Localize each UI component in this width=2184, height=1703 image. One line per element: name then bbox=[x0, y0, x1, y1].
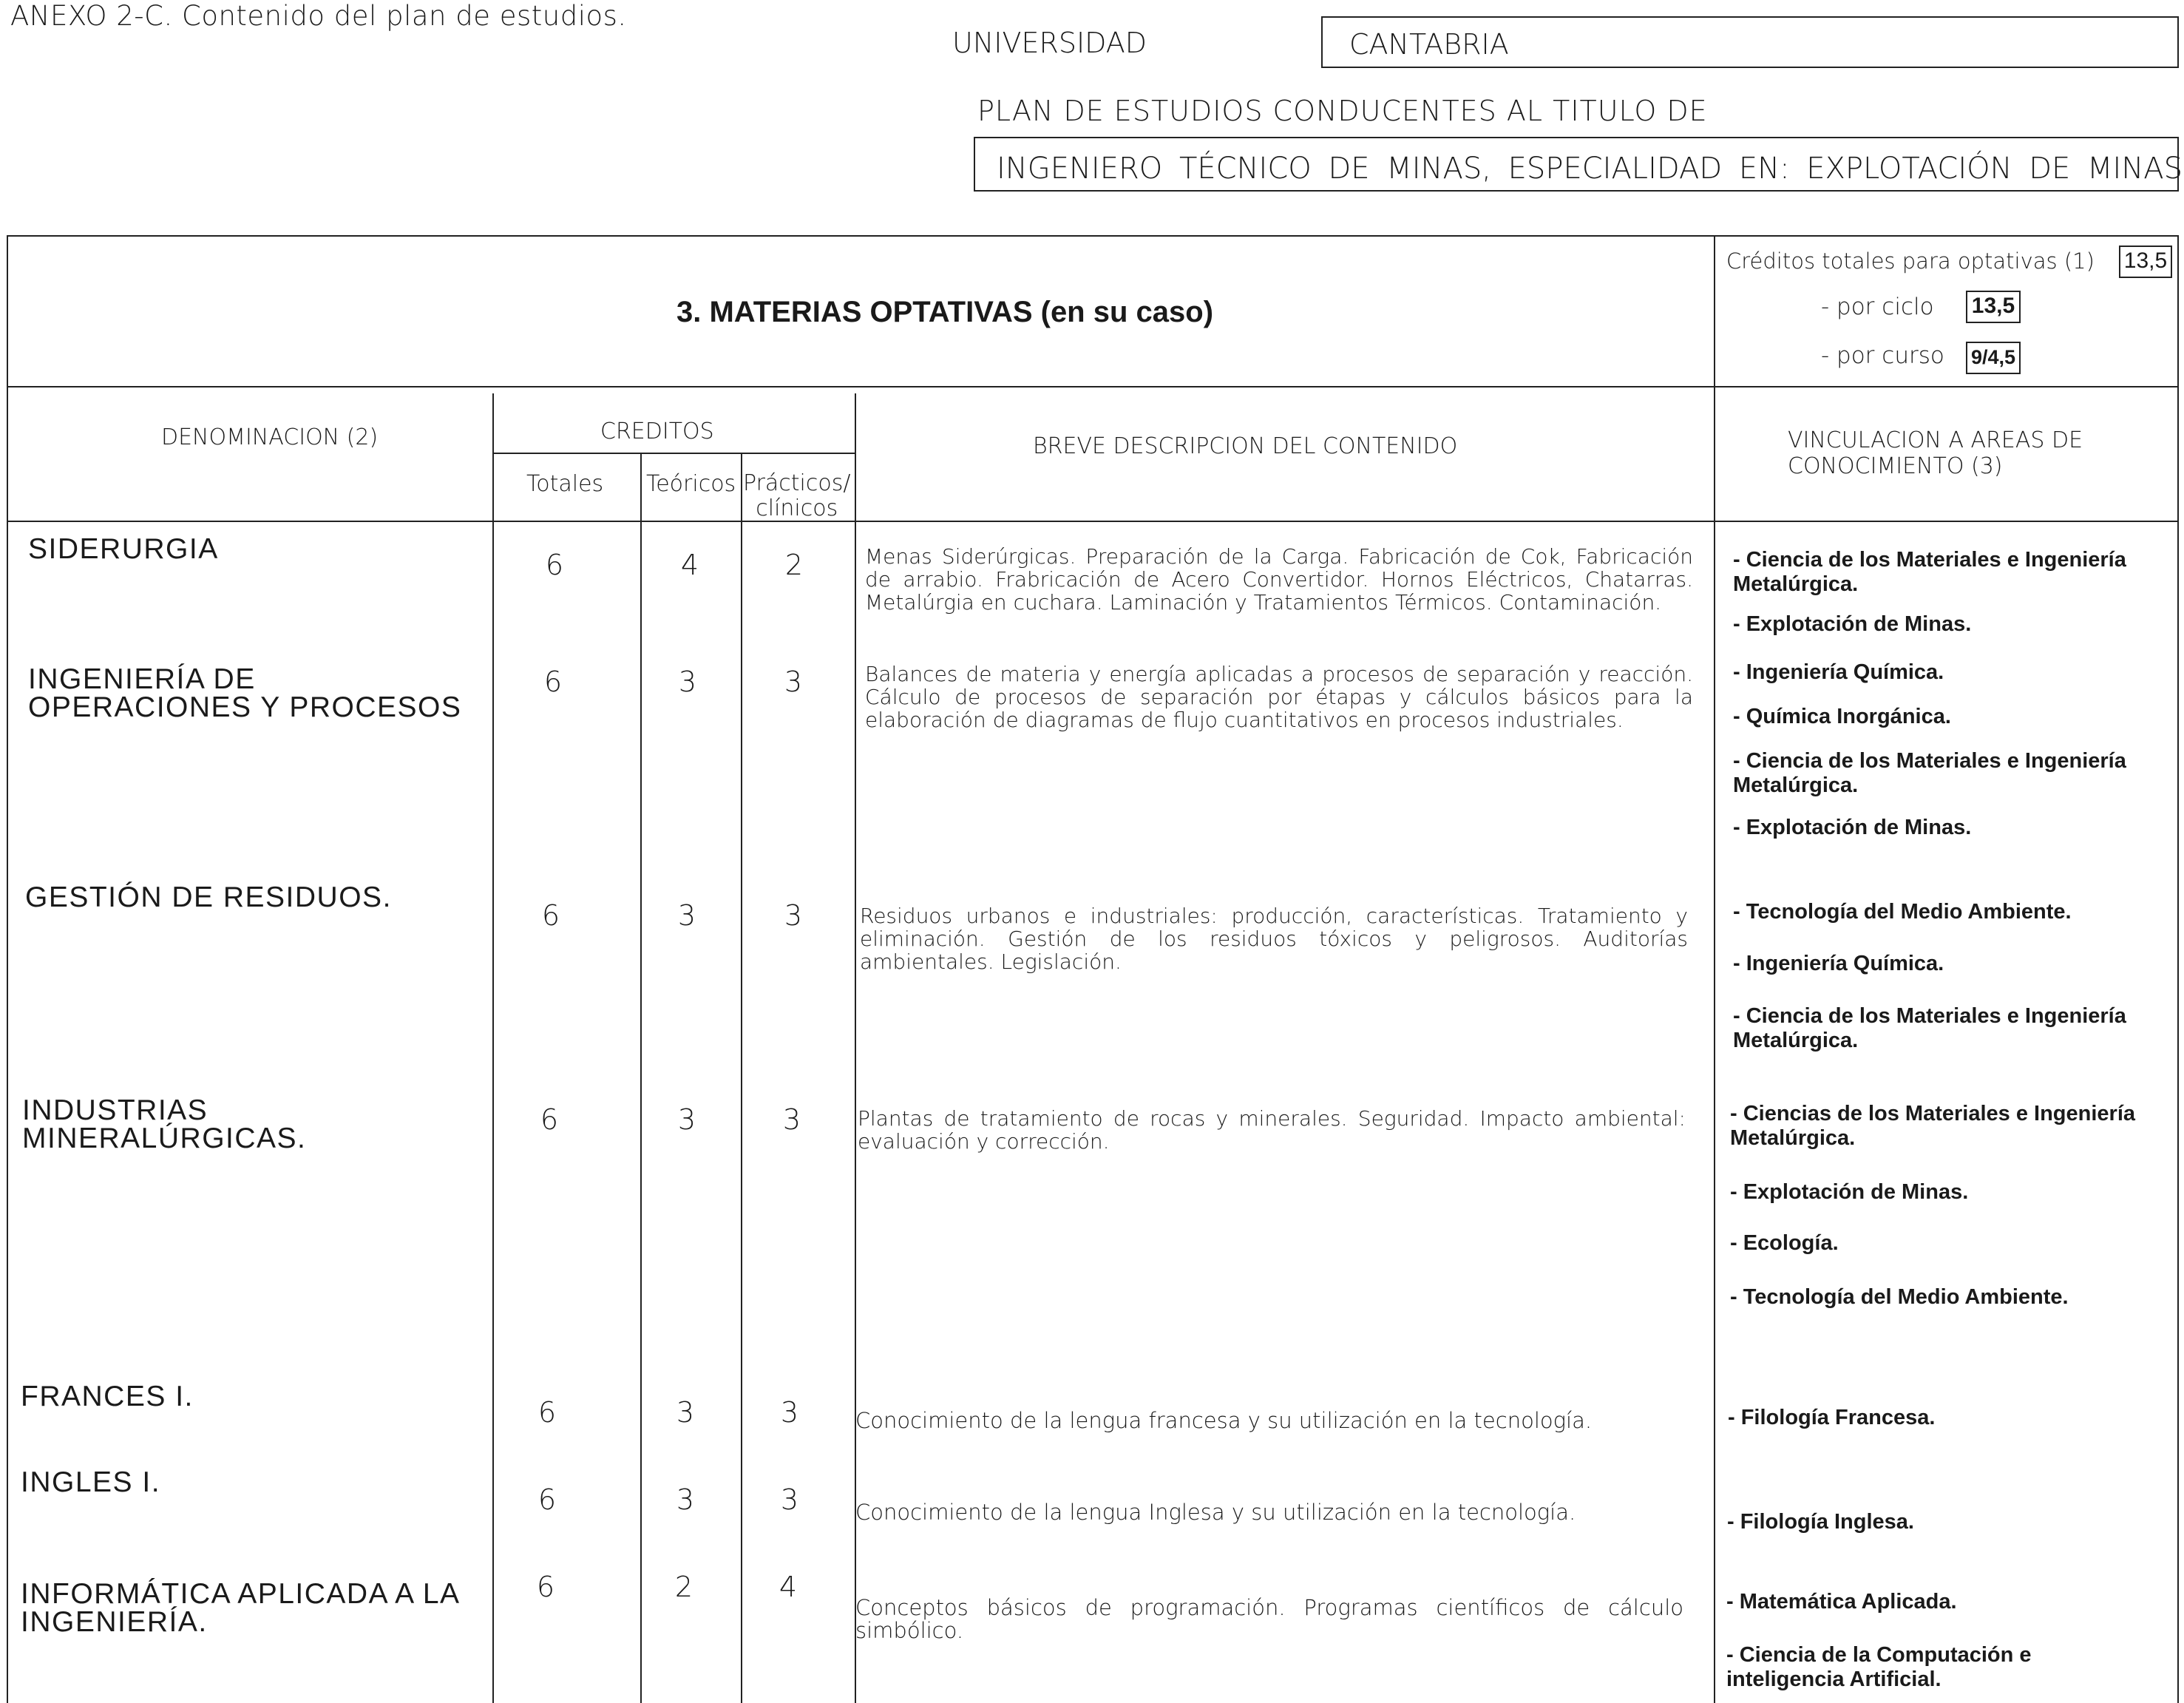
knowledge-area: - Tecnología del Medio Ambiente. bbox=[1730, 1285, 2069, 1309]
credits-totales: 6 bbox=[543, 666, 563, 698]
table-divider bbox=[7, 386, 2179, 387]
knowledge-area: - Ciencia de la Computación e inteligencia Artificial. bbox=[1726, 1643, 2032, 1691]
credits-teoricos: 3 bbox=[678, 666, 697, 698]
column-header-denominacion: DENOMINACION (2) bbox=[161, 424, 379, 450]
credits-teoricos: 3 bbox=[676, 1396, 695, 1429]
knowledge-area: - Ciencia de los Materiales e Ingeniería Metalúrgica. bbox=[1733, 1004, 2126, 1052]
credits-teoricos: 3 bbox=[676, 1483, 695, 1516]
table-divider bbox=[741, 453, 742, 1703]
credits-totales: 6 bbox=[537, 1483, 557, 1516]
knowledge-area: - Química Inorgánica. bbox=[1733, 705, 1951, 728]
column-header-descripcion: BREVE DESCRIPCION DEL CONTENIDO bbox=[1033, 433, 1458, 459]
knowledge-area: - Filología Francesa. bbox=[1728, 1406, 1936, 1429]
subject-name: SIDERURGIA bbox=[28, 533, 219, 565]
subject-description: Residuos urbanos e industriales: producción, características. Tratamiento y eliminación. Gestión de los residuos tóxicos y peligrosos. Auditorías ambientales. Legislación. bbox=[860, 904, 1688, 974]
column-header-totales: Totales bbox=[526, 471, 604, 497]
column-header-practicos-line1: Prácticos/ bbox=[743, 470, 851, 496]
knowledge-area: - Tecnología del Medio Ambiente. bbox=[1733, 900, 2072, 924]
credits-totales: 6 bbox=[536, 1571, 555, 1603]
total-credits-label: Créditos totales para optativas (1) bbox=[1726, 248, 2095, 274]
subject-description: Plantas de tratamiento de rocas y minerales. Seguridad. Impacto ambiental: evaluación y corrección. bbox=[858, 1106, 1686, 1154]
credits-teoricos: 4 bbox=[680, 549, 699, 581]
credits-per-cycle-label: - por ciclo bbox=[1821, 294, 1934, 320]
credits-totales: 6 bbox=[545, 549, 564, 581]
credits-totales: 6 bbox=[537, 1396, 557, 1429]
subject-description: Menas Siderúrgicas. Preparación de la Carga. Fabricación de Cok, Fabricación de arrabio. Frabricación de Acero Convertidor. Hornos Eléctricos, Chatarras. Metalúrgia en cuchara. Laminación y Tratamientos Térmicos. Contaminación. bbox=[865, 544, 1693, 614]
column-header-vinculacion bbox=[1788, 427, 2120, 479]
knowledge-area: - Ciencia de los Materiales e Ingeniería Metalúrgica. bbox=[1733, 749, 2126, 797]
table-divider bbox=[1714, 235, 1715, 1703]
credits-totales: 6 bbox=[540, 1103, 559, 1136]
credits-teoricos: 3 bbox=[677, 1103, 696, 1136]
column-header-vinculacion-line2: CONOCIMIENTO (3) bbox=[1788, 453, 2003, 479]
credits-practicos: 2 bbox=[784, 549, 804, 581]
credits-practicos: 3 bbox=[782, 1103, 801, 1136]
column-header-teoricos: Teóricos bbox=[646, 471, 736, 497]
total-credits-value: 13,5 bbox=[2119, 246, 2172, 278]
knowledge-area: - Ingeniería Química. bbox=[1733, 952, 1944, 975]
subject-description: Conceptos básicos de programación. Programas científicos de cálculo simbólico. bbox=[855, 1595, 1683, 1643]
credits-practicos: 3 bbox=[780, 1396, 799, 1429]
plan-label: PLAN DE ESTUDIOS CONDUCENTES AL TITULO DE bbox=[977, 95, 1708, 127]
subject-description: Conocimiento de la lengua francesa y su utilización en la tecnología. bbox=[855, 1408, 1593, 1433]
knowledge-area: - Ingeniería Química. bbox=[1733, 660, 1944, 684]
knowledge-area: - Filología Inglesa. bbox=[1727, 1510, 1914, 1534]
degree-title-value: INGENIERO TÉCNICO DE MINAS, ESPECIALIDAD EN: EXPLOTACIÓN DE MINAS bbox=[997, 152, 2183, 186]
university-label: UNIVERSIDAD bbox=[952, 27, 1147, 59]
credits-teoricos: 3 bbox=[677, 899, 696, 932]
subject-description: Balances de materia y energía aplicadas a procesos de separación y reacción. Cálculo de procesos de separación por étapas y cálculos básicos para la elaboración de diagramas de flujo cuantitativos en procesos industriales. bbox=[865, 662, 1693, 732]
credits-per-course-label: - por curso bbox=[1821, 342, 1944, 369]
subject-name: INGENIERÍA DE OPERACIONES Y PROCESOS bbox=[28, 663, 462, 723]
knowledge-area: - Ciencias de los Materiales e Ingeniería Metalúrgica. bbox=[1730, 1102, 2135, 1150]
subject-name: FRANCES I. bbox=[21, 1381, 194, 1412]
table-divider bbox=[493, 453, 855, 454]
credits-practicos: 3 bbox=[784, 899, 803, 932]
knowledge-area: - Ecología. bbox=[1730, 1231, 1839, 1255]
column-header-creditos: CREDITOS bbox=[600, 419, 714, 444]
credits-per-course-value: 9/4,5 bbox=[1966, 342, 2021, 374]
annex-title: ANEXO 2-C. Contenido del plan de estudios. bbox=[10, 0, 627, 32]
subject-name: INGLES I. bbox=[21, 1466, 161, 1498]
subject-description: Conocimiento de la lengua Inglesa y su utilización en la tecnología. bbox=[855, 1500, 1576, 1525]
section-title: 3. MATERIAS OPTATIVAS (en su caso) bbox=[676, 296, 1214, 328]
credits-per-cycle-value: 13,5 bbox=[1966, 291, 2021, 323]
column-header-vinculacion-line1: VINCULACION A AREAS DE bbox=[1788, 427, 2083, 453]
column-header-practicos bbox=[743, 471, 850, 521]
table-divider bbox=[7, 521, 2179, 522]
knowledge-area: - Explotación de Minas. bbox=[1733, 816, 1972, 839]
subject-name: GESTIÓN DE RESIDUOS. bbox=[25, 881, 392, 913]
subject-name: INDUSTRIAS MINERALÚRGICAS. bbox=[22, 1094, 307, 1154]
column-header-practicos-line2: clínicos bbox=[756, 495, 838, 521]
table-divider bbox=[640, 453, 642, 1703]
credits-practicos: 3 bbox=[780, 1483, 799, 1516]
credits-practicos: 3 bbox=[784, 666, 803, 698]
credits-practicos: 4 bbox=[779, 1571, 798, 1603]
subject-name: INFORMÁTICA APLICADA A LA INGENIERÍA. bbox=[21, 1578, 459, 1638]
knowledge-area: - Explotación de Minas. bbox=[1733, 612, 1972, 636]
credits-teoricos: 2 bbox=[674, 1571, 693, 1603]
university-value: CANTABRIA bbox=[1349, 28, 1509, 61]
credits-totales: 6 bbox=[541, 899, 560, 932]
knowledge-area: - Matemática Aplicada. bbox=[1726, 1590, 1957, 1614]
knowledge-area: - Ciencia de los Materiales e Ingeniería Metalúrgica. bbox=[1733, 548, 2126, 596]
knowledge-area: - Explotación de Minas. bbox=[1730, 1180, 1969, 1204]
table-divider bbox=[492, 393, 494, 1703]
